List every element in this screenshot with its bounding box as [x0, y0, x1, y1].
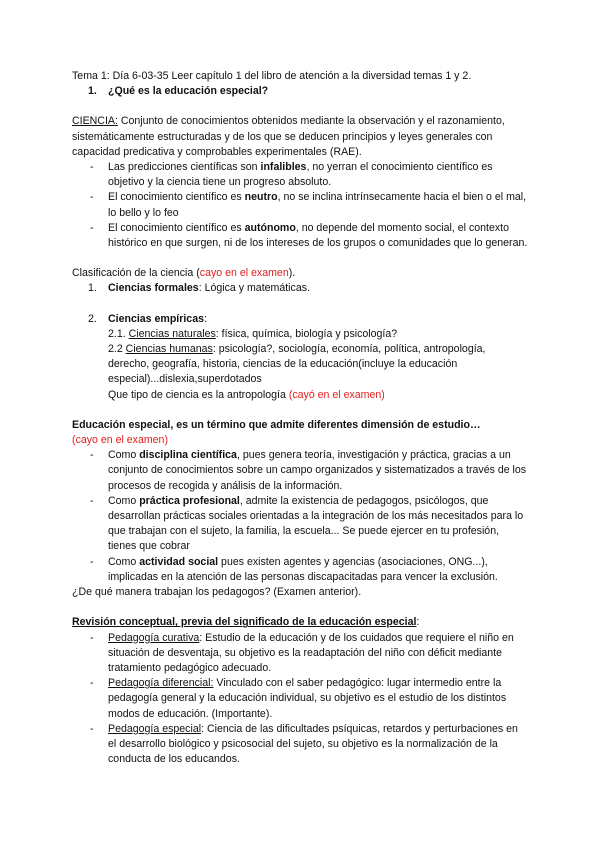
ciencia-definition — [72, 114, 528, 160]
educacion-title: Educación especial, es un término que admite diferentes dimensión de estudio… — [72, 418, 481, 431]
question-number: 1. — [88, 85, 97, 98]
clasificacion-item-2: 2. Ciencias empíricas: — [88, 312, 207, 325]
ciencia-definition-text: Conjunto de conocimientos obtenidos mediante la observación y el razonamiento, sistemáticamente estructuradas y de los que se deducen principios y leyes generales con capacidad predicativa y comprobables experimentales (RAE). — [72, 115, 505, 158]
antropologia-question: Que tipo de ciencia es la antropología (cayó en el examen) — [108, 388, 385, 401]
exam-note: (cayó en el examen) — [288, 388, 385, 401]
ciencia-bullet-1: - Las predicciones científicas son infalibles, no yerran el conocimiento científico es objetivo y la ciencia tiene un progreso absoluto. — [90, 161, 493, 189]
exam-note: (cayo en el examen) — [72, 434, 168, 447]
header-line: Tema 1: Día 6-03-35 Leer capítulo 1 del libro de atención a la diversidad temas 1 y 2. — [72, 70, 472, 82]
document-page — [72, 69, 528, 767]
clasificacion-item-1: 1. Ciencias formales: Lógica y matemáticas. — [88, 282, 310, 295]
pedagogos-question: ¿De qué manera trabajan los pedagogos? (Examen anterior). — [72, 586, 362, 599]
ciencia-bullet-3: - El conocimiento científico es autónomo, no depende del momento social, el contexto histórico en que surgen, ni de los intereses de los grupos o comunidades que lo generan. — [90, 221, 528, 250]
question-heading — [72, 84, 528, 99]
ciencia-bullet-2: - El conocimiento científico es neutro, no se inclina intrínsecamente hacia el bien o el mal, lo bello y lo feo — [90, 191, 527, 219]
revision-bullet-1: - Pedagogía curativa: Estudio de la educación y de los cuidados que requiere el niño en situación de desventaja, su objetivo es la readaptación del niño con déficit mediante tratamiento pedagógico adecuado. — [90, 631, 514, 674]
clasificacion-intro: Clasificación de la ciencia (cayo en el examen). — [72, 267, 296, 280]
revision-title: Revisión conceptual, previa del significado de la educación especial: — [72, 616, 420, 629]
educacion-bullet-3: - Como actividad social pues existen agentes y agencias (asociaciones, ONG...), implicadas en la atención de las personas discapacitadas para vencer la exclusión. — [90, 555, 498, 583]
clasificacion-sub-1: 2.1. Ciencias naturales: física, química, biología y psicología? — [108, 327, 398, 340]
ciencia-term: CIENCIA: — [72, 115, 118, 128]
revision-bullet-3: - Pedagogía especial: Ciencia de las dificultades psíquicas, retardos y perturbaciones en el desarrollo biológico y psicosocial del sujeto, su objetivo es la normalización de la conducta de los educandos. — [90, 722, 518, 766]
educacion-bullet-2: - Como práctica profesional, admite la existencia de pedagogos, psicólogos, que desarrollan prácticas sociales orientadas a la integración de los más necesitados para lo que trabajan con el sujeto, la familia, la escuela... Se puede ejercer en tu profesión, tienes que cobrar — [90, 494, 524, 553]
educacion-bullet-1: - Como disciplina científica, pues genera teoría, investigación y práctica, gracias a un conjunto de conocimientos sobre un campo organizados y sistematizados a través de los procesos de recogida y análisis de la información. — [90, 449, 527, 492]
revision-bullet-2: - Pedagogía diferencial: Vinculado con el saber pedagógico: lugar intermedio entre la pedagogía general y la educación individual, su objetivo es el estudio de los distintos modos de educación. (Importante). — [90, 677, 507, 720]
clasificacion-sub-2: 2.2 Ciencias humanas: psicología?, sociología, economía, política, antropología, derecho, geografía, historia, ciencias de la educación(incluye la educación especial)...dislexia,superdotados — [108, 343, 486, 386]
question-text: ¿Qué es la educación especial? — [108, 85, 269, 98]
exam-note: cayo en el examen — [199, 267, 289, 280]
